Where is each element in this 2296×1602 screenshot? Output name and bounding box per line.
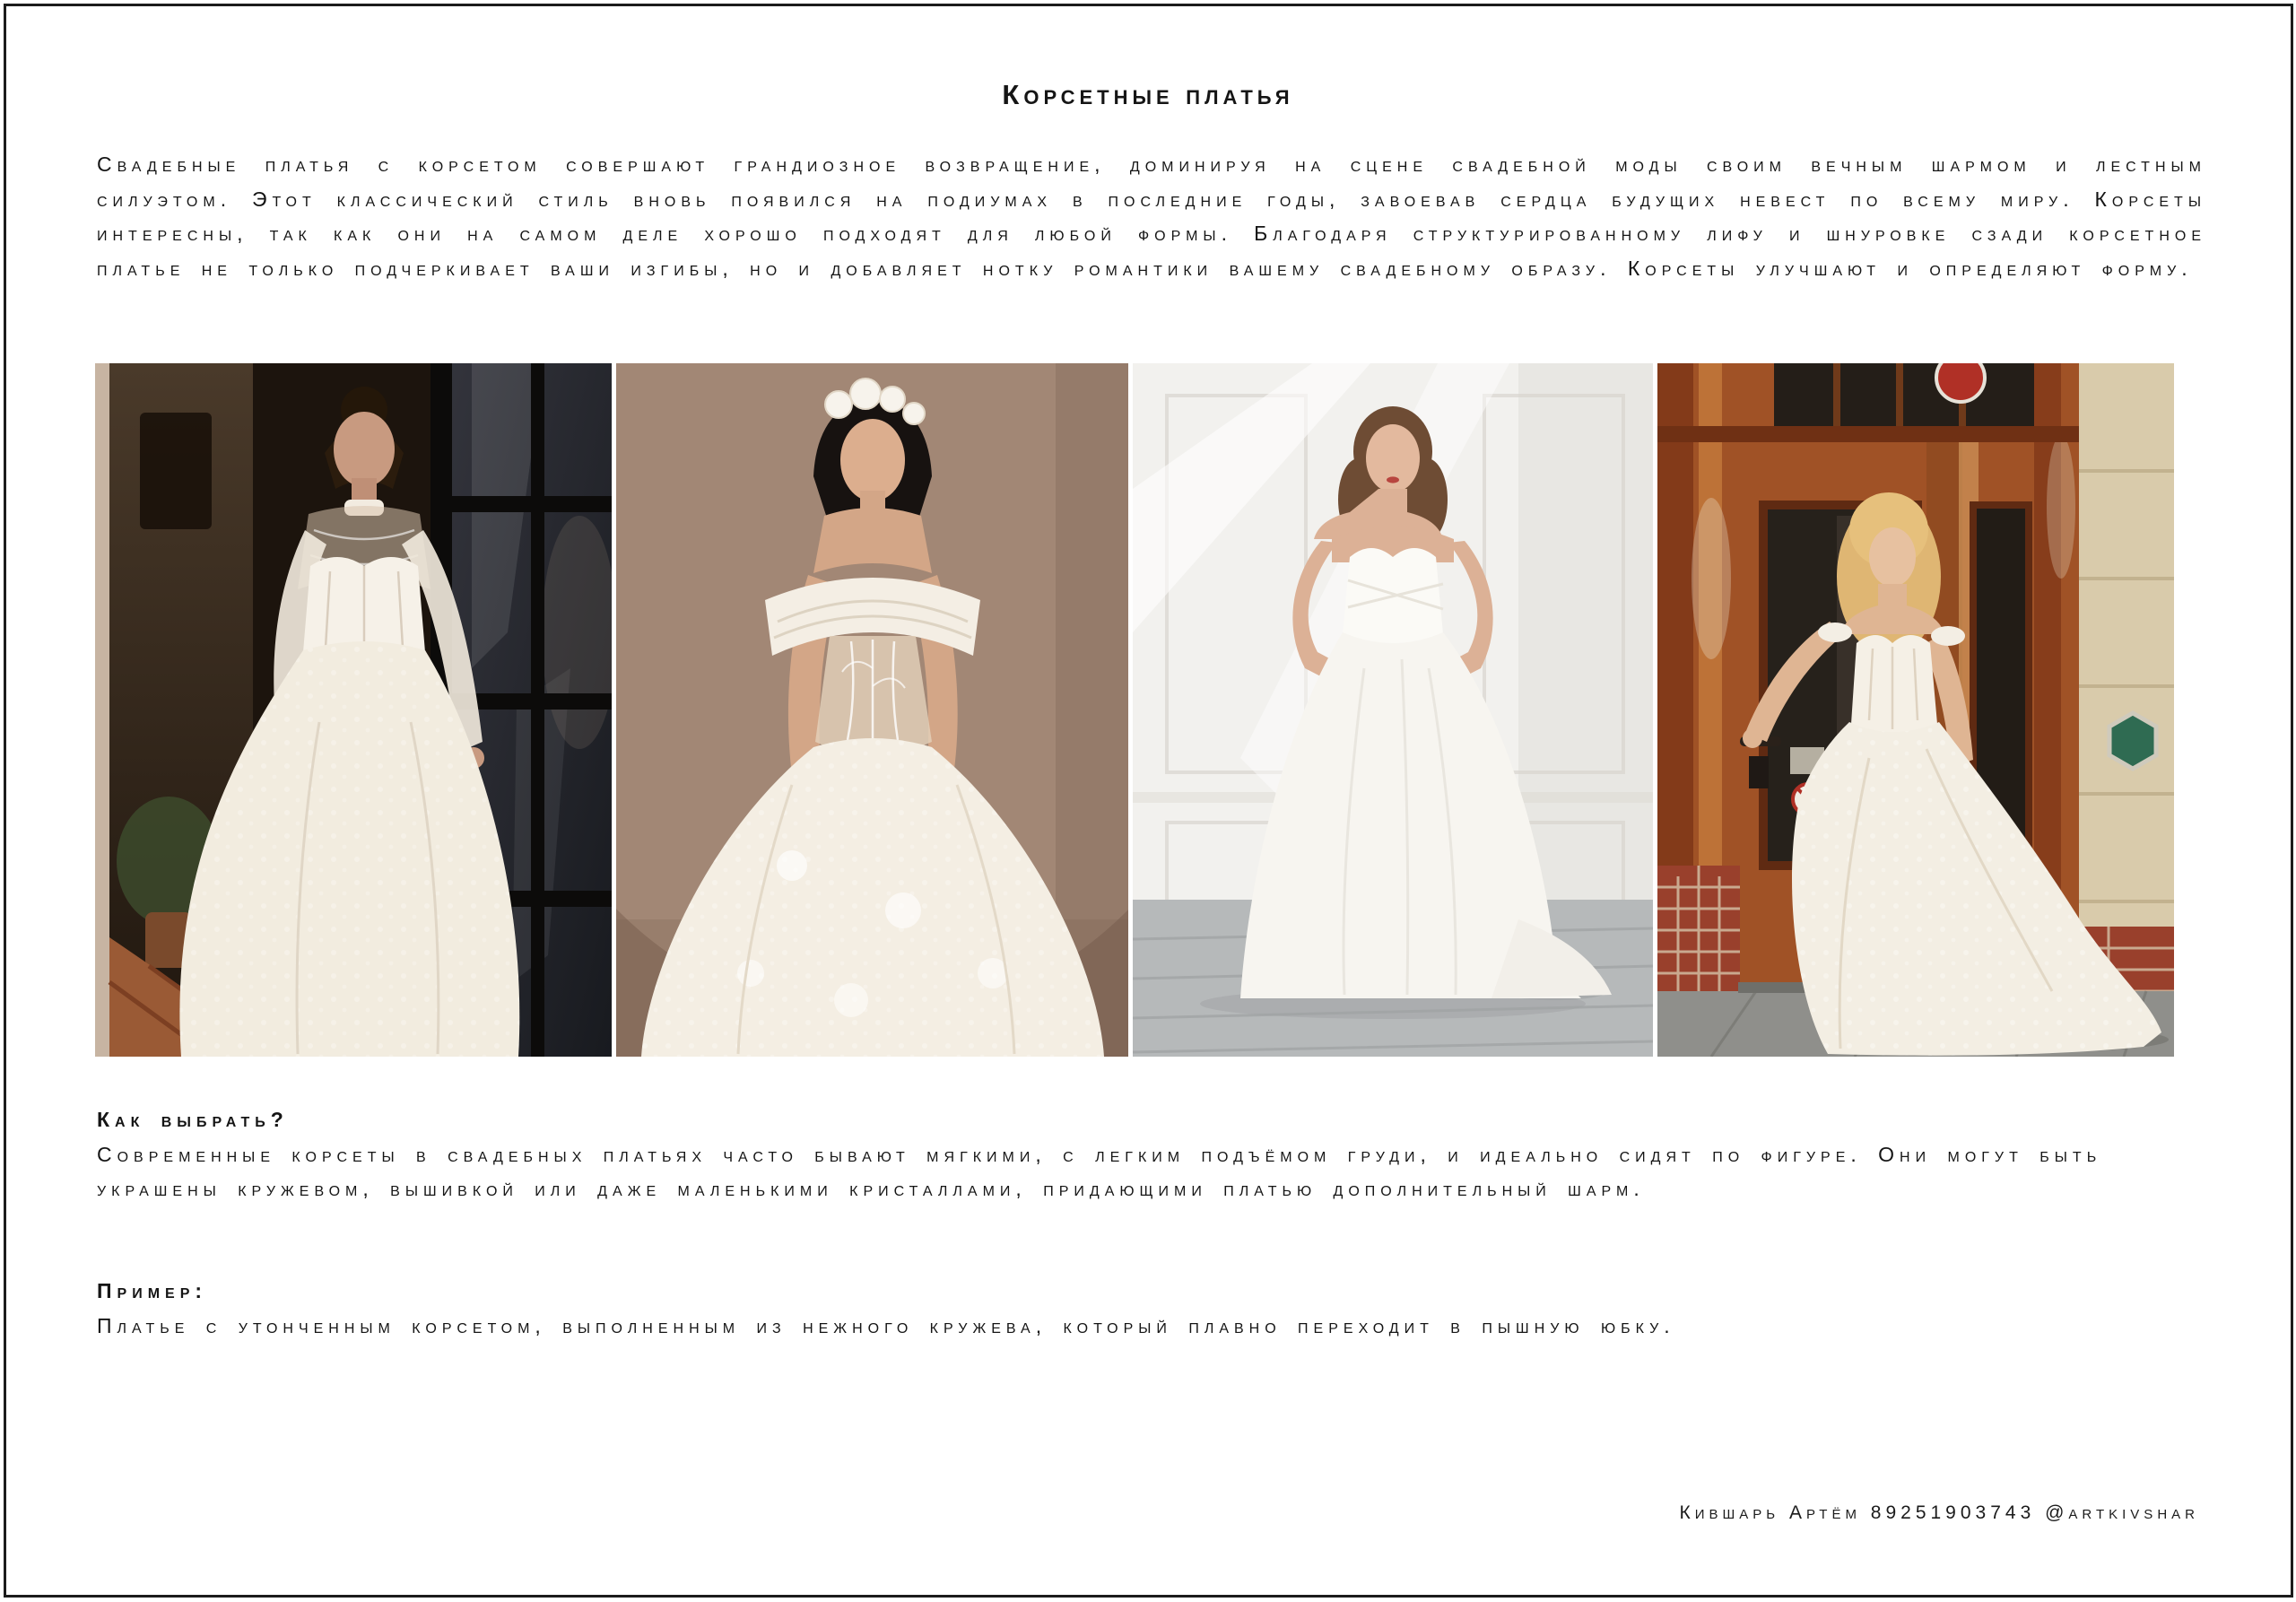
how-to-choose-text: Современные корсеты в свадебных платьях часто бывают мягкими, с легким подъёмом груди, и идеально сидят по фигуре. Они могут быть украшены кружевом, вышивкой или даже маленькими кристаллами, придающими платью дополнительный шарм. (97, 1142, 2102, 1200)
intro-paragraph: Свадебные платья с корсетом совершают грандиозное возвращение, доминируя на сцене свадебной моды своим вечным шармом и лестным силуэтом. Этот классический стиль вновь появился на подиумах в последние годы, завоевав сердца будущих невест по всему миру. Корсеты интересны, так как они на самом деле хорошо подходят для любой формы. Благодаря структурированному лифу и шнуровке сзади корсетное платье не только подчеркивает ваши изгибы, но и добавляет нотку романтики вашему свадебному образу. Корсеты улучшают и определяют форму. (97, 152, 2206, 280)
photo-off-shoulder-lace-train-gown (1657, 363, 2174, 1057)
how-to-choose-section (97, 1102, 2206, 1206)
example-text: Платье с утонченным корсетом, выполненным из нежного кружева, который плавно переходит в пышную юбку. (97, 1313, 1675, 1337)
photo-strip (95, 363, 2174, 1057)
example-section (97, 1274, 2206, 1343)
photo-2-illustration (616, 363, 1128, 1057)
footer-credit: Кившарь Артём 89251903743 @artkivshar (1679, 1502, 2199, 1523)
photo-lace-long-sleeve-corset-gown (95, 363, 612, 1057)
photo-strapless-satin-ball-gown (1133, 363, 1653, 1057)
photo-1-illustration (95, 363, 612, 1057)
photo-3-illustration (1133, 363, 1653, 1057)
photo-off-shoulder-drape-ball-gown (616, 363, 1128, 1057)
how-to-choose-heading: Как выбрать? (97, 1108, 289, 1131)
photo-4-illustration (1657, 363, 2174, 1057)
page-title: Корсетные платья (1002, 79, 1294, 110)
example-heading: Пример: (97, 1279, 208, 1302)
